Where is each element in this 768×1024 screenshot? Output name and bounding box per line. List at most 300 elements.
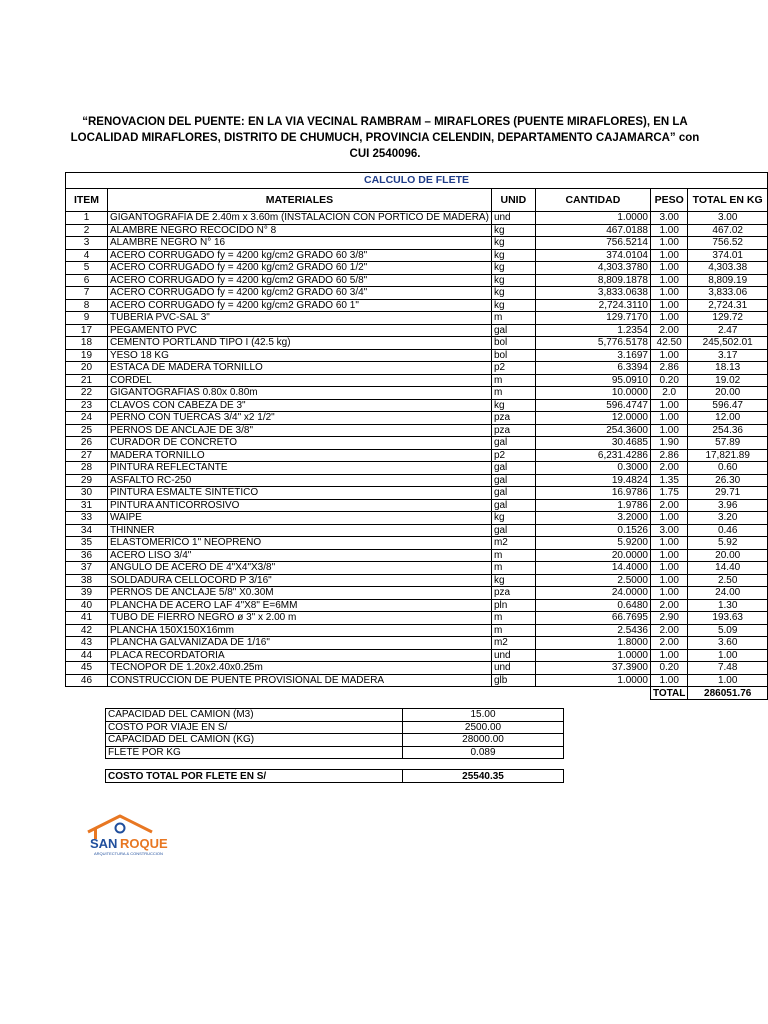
cell-total: 24.00 — [688, 587, 768, 600]
cell-item: 46 — [66, 674, 108, 687]
cell-item: 36 — [66, 549, 108, 562]
cell-peso: 2.86 — [650, 449, 687, 462]
cell-item: 23 — [66, 399, 108, 412]
cell-item: 24 — [66, 412, 108, 425]
cell-total: 0.60 — [688, 462, 768, 475]
cell-cantidad: 5,776.5178 — [535, 337, 650, 350]
cell-total: 193.63 — [688, 612, 768, 625]
table-row — [66, 562, 768, 575]
cell-unid: gal — [491, 499, 535, 512]
cell-unid: pza — [491, 424, 535, 437]
header-materiales: MATERIALES — [107, 189, 491, 212]
cell-material: CONSTRUCCION DE PUENTE PROVISIONAL DE MADERA — [107, 674, 491, 687]
summary-label: COSTO POR VIAJE EN S/ — [106, 721, 403, 734]
cell-peso: 2.00 — [650, 599, 687, 612]
cell-unid: pln — [491, 599, 535, 612]
cell-item: 18 — [66, 337, 108, 350]
cell-total: 26.30 — [688, 474, 768, 487]
cell-total: 1.00 — [688, 674, 768, 687]
cell-material: PERNOS DE ANCLAJE 5/8" X0.30M — [107, 587, 491, 600]
cell-item: 7 — [66, 287, 108, 300]
cell-total: 3.17 — [688, 349, 768, 362]
svg-text:ARQUITECTURA & CONSTRUCCION: ARQUITECTURA & CONSTRUCCION — [94, 851, 163, 856]
cell-cantidad: 3,833.0638 — [535, 287, 650, 300]
cell-cantidad: 12.0000 — [535, 412, 650, 425]
cell-total: 4,303.38 — [688, 262, 768, 275]
cell-unid: pza — [491, 412, 535, 425]
cell-unid: gal — [491, 324, 535, 337]
cell-material: PINTURA ANTICORROSIVO — [107, 499, 491, 512]
table-row — [66, 324, 768, 337]
table-row — [66, 237, 768, 250]
cell-cantidad: 3.1697 — [535, 349, 650, 362]
cell-unid: kg — [491, 237, 535, 250]
cell-unid: kg — [491, 287, 535, 300]
cell-cantidad: 14.4000 — [535, 562, 650, 575]
cell-material: ALAMBRE NEGRO N° 16 — [107, 237, 491, 250]
svg-text:ROQUE: ROQUE — [120, 836, 168, 851]
header-peso: PESO — [650, 189, 687, 212]
cell-material: ACERO CORRUGADO fy = 4200 kg/cm2 GRADO 60 1" — [107, 299, 491, 312]
cell-peso: 1.00 — [650, 274, 687, 287]
cell-material: PINTURA ESMALTE SINTETICO — [107, 487, 491, 500]
cell-peso: 0.20 — [650, 374, 687, 387]
cell-material: ESTACA DE MADERA TORNILLO — [107, 362, 491, 375]
cell-unid: kg — [491, 399, 535, 412]
cell-peso: 1.00 — [650, 587, 687, 600]
cell-unid: m — [491, 612, 535, 625]
cell-unid: kg — [491, 249, 535, 262]
cell-cantidad: 8,809.1878 — [535, 274, 650, 287]
cell-unid: m2 — [491, 637, 535, 650]
cell-material: ACERO CORRUGADO fy = 4200 kg/cm2 GRADO 60 3/8" — [107, 249, 491, 262]
cell-peso: 3.00 — [650, 524, 687, 537]
cell-peso: 1.75 — [650, 487, 687, 500]
table-row — [66, 462, 768, 475]
cell-cantidad: 10.0000 — [535, 387, 650, 400]
cell-unid: pza — [491, 587, 535, 600]
cell-cantidad: 3.2000 — [535, 512, 650, 525]
cell-total: 7.48 — [688, 662, 768, 675]
cell-cantidad: 1.0000 — [535, 649, 650, 662]
cell-unid: gal — [491, 462, 535, 475]
table-row — [66, 362, 768, 375]
logo-graphic — [82, 812, 182, 857]
cell-unid: m — [491, 312, 535, 325]
cell-peso: 1.00 — [650, 537, 687, 550]
cell-peso: 1.00 — [650, 412, 687, 425]
cell-total: 57.89 — [688, 437, 768, 450]
summary-label: FLETE POR KG — [106, 746, 403, 759]
cell-peso: 2.00 — [650, 624, 687, 637]
cell-unid: p2 — [491, 449, 535, 462]
cell-material: TUBO DE FIERRO NEGRO ø 3" x 2.00 m — [107, 612, 491, 625]
cell-material: PERNO CON TUERCAS 3/4" x2 1/2" — [107, 412, 491, 425]
cell-material: CURADOR DE CONCRETO — [107, 437, 491, 450]
cell-cantidad: 1.9786 — [535, 499, 650, 512]
cell-item: 31 — [66, 499, 108, 512]
table-row — [66, 262, 768, 275]
cell-total: 1.00 — [688, 649, 768, 662]
cell-peso: 1.00 — [650, 249, 687, 262]
cell-material: TECNOPOR DE 1.20x2.40x0.25m — [107, 662, 491, 675]
header-cantidad: CANTIDAD — [535, 189, 650, 212]
header-total: TOTAL EN KG — [688, 189, 768, 212]
cell-material: PEGAMENTO PVC — [107, 324, 491, 337]
table-row — [66, 449, 768, 462]
cell-item: 19 — [66, 349, 108, 362]
cell-material: MADERA TORNILLO — [107, 449, 491, 462]
cell-item: 22 — [66, 387, 108, 400]
cell-material: PERNOS DE ANCLAJE DE 3/8" — [107, 424, 491, 437]
cell-material: ACERO CORRUGADO fy = 4200 kg/cm2 GRADO 60 5/8" — [107, 274, 491, 287]
cell-total: 3.60 — [688, 637, 768, 650]
cell-cantidad: 20.0000 — [535, 549, 650, 562]
cell-peso: 1.00 — [650, 674, 687, 687]
table-row — [66, 287, 768, 300]
cell-unid: m — [491, 624, 535, 637]
cell-total: 254.36 — [688, 424, 768, 437]
san-roque-logo — [82, 812, 182, 857]
cell-unid: gal — [491, 487, 535, 500]
cell-total: 1.30 — [688, 599, 768, 612]
cell-peso: 1.00 — [650, 224, 687, 237]
cell-peso: 2.00 — [650, 462, 687, 475]
cell-cantidad: 1.0000 — [535, 674, 650, 687]
cell-total: 12.00 — [688, 412, 768, 425]
cell-material: WAIPE — [107, 512, 491, 525]
cell-peso: 1.00 — [650, 512, 687, 525]
cell-unid: glb — [491, 674, 535, 687]
cell-peso: 1.00 — [650, 237, 687, 250]
cell-cantidad: 254.3600 — [535, 424, 650, 437]
cell-peso: 1.00 — [650, 349, 687, 362]
cell-item: 35 — [66, 537, 108, 550]
cell-item: 45 — [66, 662, 108, 675]
cell-total: 29.71 — [688, 487, 768, 500]
cell-total: 129.72 — [688, 312, 768, 325]
summary-body — [106, 709, 564, 759]
cell-item: 42 — [66, 624, 108, 637]
cell-cantidad: 2.5436 — [535, 624, 650, 637]
summary-value: 2500.00 — [403, 721, 564, 734]
cell-peso: 2.00 — [650, 499, 687, 512]
cell-material: ANGULO DE ACERO DE 4"X4"X3/8" — [107, 562, 491, 575]
table-row — [66, 512, 768, 525]
cell-material: ACERO LISO 3/4" — [107, 549, 491, 562]
cell-material: GIGANTOGRAFIA DE 2.40m x 3.60m (INSTALACION CON PORTICO DE MADERA) — [107, 212, 491, 225]
cell-unid: m — [491, 562, 535, 575]
cell-cantidad: 1.2354 — [535, 324, 650, 337]
cell-unid: kg — [491, 512, 535, 525]
cell-cantidad: 0.6480 — [535, 599, 650, 612]
summary-value: 0.089 — [403, 746, 564, 759]
cell-item: 1 — [66, 212, 108, 225]
table-row — [66, 412, 768, 425]
cell-material: THINNER — [107, 524, 491, 537]
cell-peso: 1.90 — [650, 437, 687, 450]
header-unid: UNID — [491, 189, 535, 212]
cell-item: 17 — [66, 324, 108, 337]
cell-peso: 2.90 — [650, 612, 687, 625]
cell-unid: gal — [491, 474, 535, 487]
cell-peso: 1.00 — [650, 299, 687, 312]
flete-table — [65, 172, 768, 700]
cell-cantidad: 95.0910 — [535, 374, 650, 387]
cell-total: 5.92 — [688, 537, 768, 550]
total-row — [66, 687, 768, 700]
table-row — [66, 274, 768, 287]
table-row — [66, 649, 768, 662]
header-item: ITEM — [66, 189, 108, 212]
table-row — [66, 437, 768, 450]
cell-cantidad: 19.4824 — [535, 474, 650, 487]
cell-material: CLAVOS CON CABEZA DE 3" — [107, 399, 491, 412]
cell-material: ACERO CORRUGADO fy = 4200 kg/cm2 GRADO 60 3/4" — [107, 287, 491, 300]
cell-total: 2.47 — [688, 324, 768, 337]
cell-unid: und — [491, 212, 535, 225]
summary-row — [106, 746, 564, 759]
table-row — [66, 587, 768, 600]
cell-item: 9 — [66, 312, 108, 325]
cell-cantidad: 2,724.3110 — [535, 299, 650, 312]
table-row — [66, 474, 768, 487]
cell-unid: p2 — [491, 362, 535, 375]
cell-peso: 1.00 — [650, 549, 687, 562]
cell-peso: 42.50 — [650, 337, 687, 350]
cell-item: 38 — [66, 574, 108, 587]
cell-material: GIGANTOGRAFIAS 0.80x 0.80m — [107, 387, 491, 400]
cell-cantidad: 374.0104 — [535, 249, 650, 262]
cell-material: CEMENTO PORTLAND TIPO I (42.5 kg) — [107, 337, 491, 350]
cell-cantidad: 0.1526 — [535, 524, 650, 537]
summary-table — [105, 708, 564, 759]
cell-peso: 2.0 — [650, 387, 687, 400]
cell-item: 20 — [66, 362, 108, 375]
cell-unid: bol — [491, 349, 535, 362]
cell-cantidad: 467.0188 — [535, 224, 650, 237]
cell-cantidad: 1.0000 — [535, 212, 650, 225]
cell-material: CORDEL — [107, 374, 491, 387]
cell-cantidad: 596.4747 — [535, 399, 650, 412]
cell-item: 6 — [66, 274, 108, 287]
table-body — [66, 212, 768, 687]
costo-total-table — [105, 769, 564, 783]
cell-material: PINTURA REFLECTANTE — [107, 462, 491, 475]
cell-material: PLACA RECORDATORIA — [107, 649, 491, 662]
cell-item: 5 — [66, 262, 108, 275]
cell-item: 29 — [66, 474, 108, 487]
cell-item: 33 — [66, 512, 108, 525]
cell-total: 2.50 — [688, 574, 768, 587]
cell-cantidad: 66.7695 — [535, 612, 650, 625]
table-row — [66, 387, 768, 400]
table-row — [66, 312, 768, 325]
cell-total: 18.13 — [688, 362, 768, 375]
cell-cantidad: 24.0000 — [535, 587, 650, 600]
cell-peso: 2.00 — [650, 324, 687, 337]
cell-item: 8 — [66, 299, 108, 312]
cell-total: 3.20 — [688, 512, 768, 525]
cell-item: 41 — [66, 612, 108, 625]
cell-material: ASFALTO RC-250 — [107, 474, 491, 487]
cell-item: 26 — [66, 437, 108, 450]
summary-value: 28000.00 — [403, 734, 564, 747]
flete-table-container — [65, 172, 768, 700]
cell-unid: kg — [491, 299, 535, 312]
cell-cantidad: 1.8000 — [535, 637, 650, 650]
cell-total: 596.47 — [688, 399, 768, 412]
summary-container — [105, 708, 564, 759]
cell-total: 17,821.89 — [688, 449, 768, 462]
summary-row — [106, 709, 564, 722]
total-label: TOTAL — [650, 687, 687, 700]
table-row — [66, 574, 768, 587]
cell-unid: m — [491, 374, 535, 387]
cell-item: 2 — [66, 224, 108, 237]
cell-total: 20.00 — [688, 549, 768, 562]
cell-peso: 1.00 — [650, 399, 687, 412]
cell-unid: kg — [491, 574, 535, 587]
cell-material: TUBERIA PVC-SAL 3" — [107, 312, 491, 325]
table-row — [66, 537, 768, 550]
cell-cantidad: 0.3000 — [535, 462, 650, 475]
table-row — [66, 487, 768, 500]
cell-total: 2,724.31 — [688, 299, 768, 312]
cell-total: 0.46 — [688, 524, 768, 537]
cell-peso: 1.00 — [650, 312, 687, 325]
table-row — [66, 374, 768, 387]
cell-unid: bol — [491, 337, 535, 350]
document-title: “RENOVACION DEL PUENTE: EN LA VIA VECINAL RAMBRAM – MIRAFLORES (PUENTE MIRAFLORES), EN LA LOCALIDAD MIRAFLORES, DISTRITO DE CHUMUCH, PROVINCIA CELENDIN, DEPARTAMENTO CAJAMARCA” con CUI 2540096. — [70, 116, 700, 160]
cell-unid: und — [491, 649, 535, 662]
summary-value: 15.00 — [403, 709, 564, 722]
cell-material: ACERO CORRUGADO fy = 4200 kg/cm2 GRADO 60 1/2" — [107, 262, 491, 275]
cell-item: 39 — [66, 587, 108, 600]
cell-material: SOLDADURA CELLOCORD P 3/16" — [107, 574, 491, 587]
cell-item: 30 — [66, 487, 108, 500]
cell-material: PLANCHA GALVANIZADA DE 1/16" — [107, 637, 491, 650]
svg-text:SAN: SAN — [90, 836, 118, 851]
cell-cantidad: 2.5000 — [535, 574, 650, 587]
cell-item: 21 — [66, 374, 108, 387]
cell-item: 3 — [66, 237, 108, 250]
cell-total: 756.52 — [688, 237, 768, 250]
cell-unid: und — [491, 662, 535, 675]
cell-peso: 1.35 — [650, 474, 687, 487]
cell-material: YESO 18 KG — [107, 349, 491, 362]
cell-total: 20.00 — [688, 387, 768, 400]
cell-material: ELASTOMERICO 1" NEOPRENO — [107, 537, 491, 550]
cell-peso: 1.00 — [650, 262, 687, 275]
table-row — [66, 299, 768, 312]
cell-total: 5.09 — [688, 624, 768, 637]
cell-unid: kg — [491, 224, 535, 237]
cell-total: 245,502.01 — [688, 337, 768, 350]
cell-peso: 1.00 — [650, 562, 687, 575]
table-header-row — [66, 189, 768, 212]
table-row — [66, 612, 768, 625]
cell-item: 25 — [66, 424, 108, 437]
summary-row — [106, 721, 564, 734]
cell-item: 40 — [66, 599, 108, 612]
cell-peso: 1.00 — [650, 424, 687, 437]
cell-total: 3.96 — [688, 499, 768, 512]
cell-item: 28 — [66, 462, 108, 475]
table-row — [66, 662, 768, 675]
table-row — [66, 399, 768, 412]
cell-cantidad: 6,231.4286 — [535, 449, 650, 462]
cell-total: 374.01 — [688, 249, 768, 262]
cell-cantidad: 16.9786 — [535, 487, 650, 500]
cell-cantidad: 129.7170 — [535, 312, 650, 325]
table-row — [66, 212, 768, 225]
table-caption-row — [66, 173, 768, 189]
cell-total: 3.00 — [688, 212, 768, 225]
cell-unid: kg — [491, 274, 535, 287]
table-row — [66, 224, 768, 237]
cell-cantidad: 5.9200 — [535, 537, 650, 550]
cell-peso: 1.00 — [650, 287, 687, 300]
total-value: 286051.76 — [688, 687, 768, 700]
cell-cantidad: 30.4685 — [535, 437, 650, 450]
cell-peso: 1.00 — [650, 574, 687, 587]
costo-total-label: COSTO TOTAL POR FLETE EN S/ — [106, 770, 403, 783]
table-row — [66, 549, 768, 562]
cell-material: PLANCHA DE ACERO LAF 4"X8" E=6MM — [107, 599, 491, 612]
cell-peso: 3.00 — [650, 212, 687, 225]
table-row — [66, 349, 768, 362]
table-row — [66, 337, 768, 350]
costo-total-container — [105, 769, 564, 783]
table-row — [66, 424, 768, 437]
cell-peso: 2.00 — [650, 637, 687, 650]
cell-material: ALAMBRE NEGRO RECOCIDO N° 8 — [107, 224, 491, 237]
cell-unid: m — [491, 387, 535, 400]
table-row — [66, 674, 768, 687]
cell-item: 37 — [66, 562, 108, 575]
cell-peso: 1.00 — [650, 649, 687, 662]
cell-total: 19.02 — [688, 374, 768, 387]
cell-cantidad: 756.5214 — [535, 237, 650, 250]
table-row — [66, 249, 768, 262]
cell-item: 44 — [66, 649, 108, 662]
table-row — [66, 499, 768, 512]
cell-unid: m — [491, 549, 535, 562]
table-caption: CALCULO DE FLETE — [66, 173, 768, 189]
cell-total: 467.02 — [688, 224, 768, 237]
cell-unid: kg — [491, 262, 535, 275]
costo-total-row — [106, 770, 564, 783]
cell-unid: m2 — [491, 537, 535, 550]
cell-cantidad: 37.3900 — [535, 662, 650, 675]
cell-total: 8,809.19 — [688, 274, 768, 287]
cell-material: PLANCHA 150X150X16mm — [107, 624, 491, 637]
cell-unid: gal — [491, 524, 535, 537]
table-row — [66, 637, 768, 650]
cell-peso: 0.20 — [650, 662, 687, 675]
table-row — [66, 599, 768, 612]
cell-item: 34 — [66, 524, 108, 537]
table-row — [66, 624, 768, 637]
cell-unid: gal — [491, 437, 535, 450]
total-spacer — [66, 687, 651, 700]
cell-total: 14.40 — [688, 562, 768, 575]
cell-total: 3,833.06 — [688, 287, 768, 300]
summary-row — [106, 734, 564, 747]
summary-label: CAPACIDAD DEL CAMION (M3) — [106, 709, 403, 722]
cell-peso: 2.86 — [650, 362, 687, 375]
